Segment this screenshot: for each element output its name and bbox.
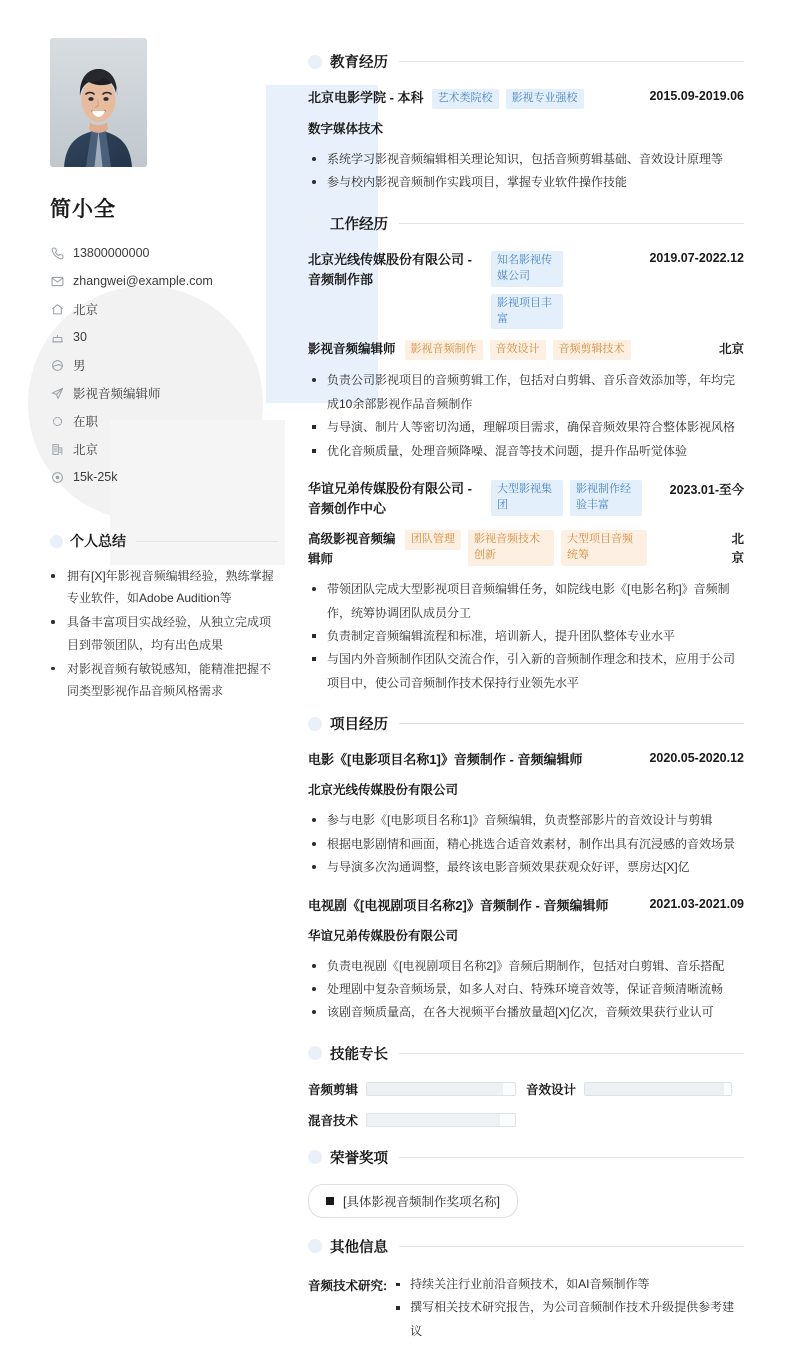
education-tags xyxy=(432,88,642,109)
other-info-row xyxy=(308,1273,744,1343)
education-entry xyxy=(308,88,744,195)
list-item: 撰写相关技术研究报告，为公司音频制作技术升级提供参考建议 xyxy=(393,1296,744,1343)
divider xyxy=(399,1157,744,1158)
work-date: 2023.01-至今 xyxy=(669,482,744,497)
project-date: 2020.05-2020.12 xyxy=(649,751,744,766)
list-item: 负责制定音频编辑流程和标准，培训新人，提升团队整体专业水平 xyxy=(308,625,744,648)
contact-position xyxy=(50,379,278,407)
role-name: 高级影视音频编辑师 xyxy=(308,532,396,567)
tag: 知名影视传媒公司 xyxy=(491,251,563,287)
contact-work-city-value: 北京 xyxy=(73,443,99,457)
status-icon xyxy=(50,414,64,428)
divider xyxy=(399,1053,744,1054)
work-location: 北京 xyxy=(718,342,744,357)
role-tags xyxy=(405,529,719,566)
role-name: 影视音频编辑师 xyxy=(308,342,396,357)
project-entry xyxy=(308,896,744,1025)
main-content xyxy=(300,0,794,1371)
work-header xyxy=(308,213,744,234)
list-item: 带领团队完成大型影视项目音频编辑任务，如院线电影《[电影名称]》音频制作，统筹协调团队成员分工 xyxy=(308,578,744,625)
education-title: 教育经历 xyxy=(330,55,388,71)
contact-gender xyxy=(50,351,278,379)
contact-age xyxy=(50,323,278,351)
education-date: 2015.09-2019.06 xyxy=(649,89,744,103)
other-info-label: 音频技术研究: xyxy=(308,1278,388,1293)
contact-salary xyxy=(50,463,278,491)
divider xyxy=(399,723,744,724)
divider xyxy=(399,61,744,62)
list-item: 处理剧中复杂音频场景，如多人对白、特殊环境音效等，保证音频清晰流畅 xyxy=(308,978,744,1001)
project-entry xyxy=(308,750,744,879)
summary-title: 个人总结 xyxy=(70,533,126,549)
other-bullets xyxy=(393,1273,744,1343)
list-item: 负责公司影视项目的音频剪辑工作，包括对白剪辑、音乐音效添加等，年均完成10余部影视作品音频制作 xyxy=(308,369,744,416)
other-title: 其他信息 xyxy=(330,1239,388,1256)
paper-plane-icon xyxy=(50,386,64,400)
contact-age-value: 30 xyxy=(73,330,87,344)
projects-title: 项目经历 xyxy=(330,717,388,734)
tag: 音效设计 xyxy=(490,340,546,360)
skill-progress-fill xyxy=(367,1114,500,1126)
project-company: 华谊兄弟传媒股份有限公司 xyxy=(308,928,459,943)
skills-header xyxy=(308,1043,744,1064)
contact-status-value: 在职 xyxy=(73,415,99,429)
award-square-icon xyxy=(326,1197,334,1205)
contact-hometown-value: 北京 xyxy=(73,303,99,317)
skill-label: 混音技术 xyxy=(308,1113,359,1128)
awards-header xyxy=(308,1147,744,1168)
tag: 影视专业强校 xyxy=(506,89,584,109)
building-icon xyxy=(50,442,64,456)
summary-header xyxy=(50,531,278,551)
tag: 艺术类院校 xyxy=(432,89,499,109)
tag: 音频剪辑技术 xyxy=(553,340,631,360)
list-item: 拥有[X]年影视音频编辑经验，熟练掌握专业软件，如Adobe Audition等 xyxy=(50,565,278,609)
list-item: 对影视音频有敏锐感知，能精准把握不同类型影视作品音频风格需求 xyxy=(50,658,278,702)
skill-progress-fill xyxy=(585,1083,724,1095)
work-entry xyxy=(308,479,744,695)
school-name: 北京电影学院 - 本科 xyxy=(308,90,424,105)
section-dot-icon xyxy=(308,1150,322,1164)
contact-email xyxy=(50,267,278,295)
contact-gender-value: 男 xyxy=(73,359,86,373)
work-location: 北京 xyxy=(731,532,744,565)
work-bullets xyxy=(308,369,744,463)
contact-position-value: 影视音频编辑师 xyxy=(73,387,161,401)
project-name: 电影《[电影项目名称1]》音频制作 - 音频编辑师 xyxy=(308,752,583,768)
list-item: 优化音频质量，处理音频降噪、混音等技术问题，提升作品听觉体验 xyxy=(308,440,744,463)
work-section xyxy=(308,213,744,695)
skill-label: 音效设计 xyxy=(526,1082,577,1097)
contact-phone xyxy=(50,239,278,267)
project-date: 2021.03-2021.09 xyxy=(649,896,744,911)
list-item: 负责电视剧《[电视剧项目名称2]》音频后期制作，包括对白剪辑、音乐搭配 xyxy=(308,955,744,978)
tag: 影视音频技术创新 xyxy=(468,530,554,566)
tag: 团队管理 xyxy=(405,530,461,550)
home-icon xyxy=(50,302,64,316)
tag: 影视项目丰富 xyxy=(491,294,563,330)
company-name: 华谊兄弟传媒股份有限公司 - 音频创作中心 xyxy=(308,480,472,517)
project-company: 北京光线传媒股份有限公司 xyxy=(308,783,459,798)
avatar xyxy=(50,38,147,167)
skill-item xyxy=(308,1080,526,1098)
contact-list xyxy=(50,239,278,491)
contact-phone-value: 13800000000 xyxy=(73,246,150,260)
project-name: 电视剧《[电视剧项目名称2]》音频制作 - 音频编辑师 xyxy=(308,897,609,913)
section-dot-icon xyxy=(308,1239,322,1253)
company-tags xyxy=(491,250,641,330)
skills-title: 技能专长 xyxy=(330,1046,388,1063)
skill-progress-bar xyxy=(584,1082,732,1096)
projects-section xyxy=(308,713,744,1025)
list-item: 与国内外音频制作团队交流合作，引入新的音频制作理念和技术，应用于公司项目中，使公司音频制作技术保持行业领先水平 xyxy=(308,648,744,695)
work-date: 2019.07-2022.12 xyxy=(649,250,744,265)
other-header xyxy=(308,1236,744,1257)
skill-item xyxy=(308,1111,526,1129)
awards-title: 荣誉奖项 xyxy=(330,1150,388,1167)
cake-icon xyxy=(50,330,64,344)
section-dot-icon xyxy=(308,55,322,69)
section-dot-icon xyxy=(50,535,63,548)
skills-grid xyxy=(308,1080,744,1129)
section-dot-icon xyxy=(308,216,322,230)
list-item: 与导演、制片人等密切沟通，理解项目需求，确保音频效果符合整体影视风格 xyxy=(308,416,744,439)
tag: 大型影视集团 xyxy=(491,480,563,516)
list-item: 持续关注行业前沿音频技术，如AI音频制作等 xyxy=(393,1273,744,1296)
page-title: 简小全 xyxy=(50,198,116,221)
contact-salary-value: 15k-25k xyxy=(73,470,118,484)
skill-progress-bar xyxy=(366,1113,516,1127)
divider xyxy=(399,1246,744,1247)
list-item: 参与校内影视音频制作实践项目，掌握专业软件操作技能 xyxy=(308,171,744,194)
skill-progress-bar xyxy=(366,1082,516,1096)
gender-icon xyxy=(50,358,64,372)
tag: 影视制作经验丰富 xyxy=(570,480,642,516)
list-item: 与导演多次沟通调整，最终该电影音频效果获观众好评，票房达[X]亿 xyxy=(308,856,744,879)
projects-header xyxy=(308,713,744,734)
skill-label: 音频剪辑 xyxy=(308,1082,359,1097)
list-item: 具备丰富项目实战经验，从独立完成项目到带领团队，均有出色成果 xyxy=(50,611,278,655)
contact-status xyxy=(50,407,278,435)
award-chip xyxy=(308,1184,518,1218)
other-section xyxy=(308,1236,744,1343)
list-item: 该剧音频质量高，在各大视频平台播放量超[X]亿次，音频效果获行业认可 xyxy=(308,1001,744,1024)
envelope-icon xyxy=(50,274,64,288)
contact-work-city xyxy=(50,435,278,463)
skill-progress-fill xyxy=(367,1083,503,1095)
work-title: 工作经历 xyxy=(330,216,388,233)
education-header xyxy=(308,51,744,72)
project-bullets xyxy=(308,809,744,879)
role-tags xyxy=(405,339,710,360)
list-item: 参与电影《[电影项目名称1]》音频编辑，负责整部影片的音效设计与剪辑 xyxy=(308,809,744,832)
education-bullets xyxy=(308,148,744,195)
awards-section xyxy=(308,1147,744,1218)
skills-section xyxy=(308,1043,744,1129)
salary-icon xyxy=(50,470,64,484)
contact-hometown xyxy=(50,295,278,323)
tag: 大型项目音频统筹 xyxy=(561,530,647,566)
sidebar xyxy=(0,0,300,724)
list-item: 根据电影剧情和画面，精心挑选合适音效素材，制作出具有沉浸感的音效场景 xyxy=(308,833,744,856)
list-item: 系统学习影视音频编辑相关理论知识，包括音频剪辑基础、音效设计原理等 xyxy=(308,148,744,171)
company-tags xyxy=(491,479,662,516)
award-label: [具体影视音频制作奖项名称] xyxy=(343,1194,500,1209)
tag: 影视音频制作 xyxy=(405,340,483,360)
work-entry xyxy=(308,250,744,463)
section-dot-icon xyxy=(308,717,322,731)
skill-item xyxy=(526,1080,744,1098)
divider xyxy=(136,541,278,542)
education-section xyxy=(308,51,744,195)
contact-email-value: zhangwei@example.com xyxy=(73,274,213,288)
summary-section xyxy=(50,531,278,702)
work-bullets xyxy=(308,578,744,695)
major-name: 数字媒体技术 xyxy=(308,121,384,136)
project-bullets xyxy=(308,955,744,1025)
phone-icon xyxy=(50,246,64,260)
divider xyxy=(399,223,744,224)
section-dot-icon xyxy=(308,1046,322,1060)
company-name: 北京光线传媒股份有限公司 - 音频制作部 xyxy=(308,251,472,287)
